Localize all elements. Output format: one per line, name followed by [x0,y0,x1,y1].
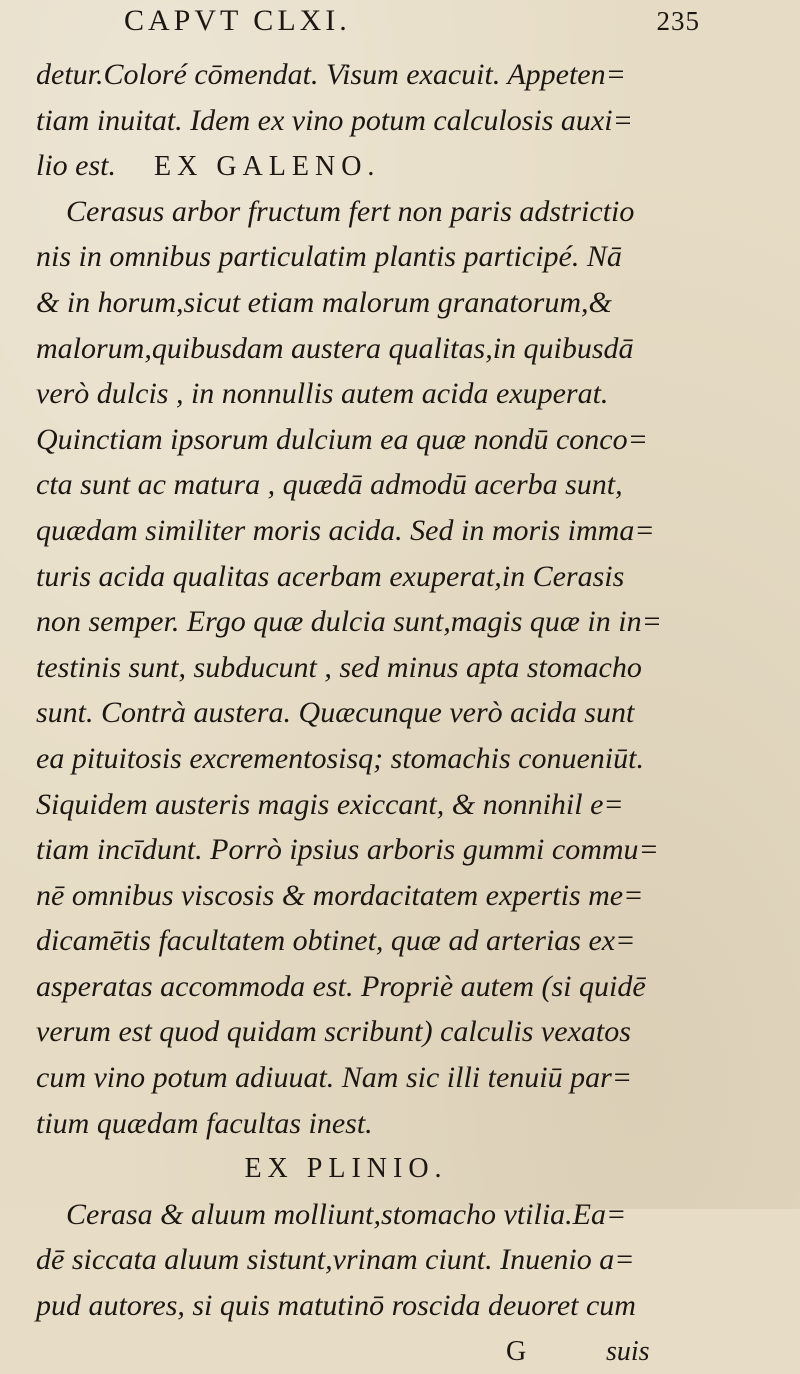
text-line: testinis sunt, subducunt , sed minus apta stomacho [36,650,642,684]
section-heading-galen: EX GALENO. [154,151,381,183]
text-line [36,143,696,189]
text-line: cum vino potum adiuuat. Nam sic illi tenuiū par= [36,1061,633,1095]
text-line: dicamētis facultatem obtinet, quæ ad arterias ex= [36,924,636,958]
text-line: non semper. Ergo quæ dulcia sunt,magis quæ in in= [36,605,662,639]
text-line: nis in omnibus particulatim plantis participé. Nā [36,240,622,274]
section-heading-plinio: EX PLINIO. [244,1153,448,1185]
page-header [88,4,700,44]
text-line: malorum,quibusdam austera qualitas,in quibusdā [36,331,634,365]
text-line: dē siccata aluum sistunt,vrinam ciunt. Inuenio a= [36,1243,635,1277]
running-head: CAPVT CLXI. [124,4,351,37]
catchword-line [36,1329,696,1374]
text-line: quædam similiter moris acida. Sed in moris imma= [36,513,655,547]
text-line: sunt. Contrà austera. Quæcunque verò acida sunt [36,696,635,730]
text-line: nē omnibus viscosis & mordacitatem expertis me= [36,878,644,912]
text-line: asperatas accommoda est. Propriè autem (si quidē [36,969,646,1003]
text-line: Cerasus arbor fructum fert non paris adstrictio [66,194,635,228]
text-line: turis acida qualitas acerbam exuperat,in Cerasis [36,559,625,593]
text-block [36,52,696,1374]
page-number: 235 [656,6,700,36]
text-line: detur.Coloré cōmendat. Visum exacuit. Appeten= [36,58,626,91]
signature-mark: G [506,1335,527,1367]
text-line: & in horum,sicut etiam malorum granatorum,& [36,285,612,319]
text-line: ea pituitosis excrementosisq; stomachis conueniūt. [36,741,644,775]
text-line: tium quædam facultas inest. [36,1106,373,1140]
text-line: cta sunt ac matura , quædā admodū acerba sunt, [36,468,623,502]
text-line: Cerasa & aluum molliunt,stomacho vtilia.Ea= [66,1197,627,1231]
catchword: suis [606,1335,650,1367]
text-line-end: lio est. [36,149,116,183]
text-line: verum est quod quidam scribunt) calculis vexatos [36,1015,631,1049]
text-line: verò dulcis , in nonnullis autem acida exuperat. [36,377,609,411]
text-line: Siquidem austeris magis exiccant, & nonnihil e= [36,787,624,821]
text-line: pud autores, si quis matutinō roscida deuoret cum [36,1289,636,1323]
text-line: Quinctiam ipsorum dulcium ea quæ nondū conco= [36,422,648,456]
text-line: tiam incīdunt. Porrò ipsius arboris gummi commu= [36,833,659,867]
text-line: tiam inuitat. Idem ex vino potum calculosis auxi= [36,103,633,137]
